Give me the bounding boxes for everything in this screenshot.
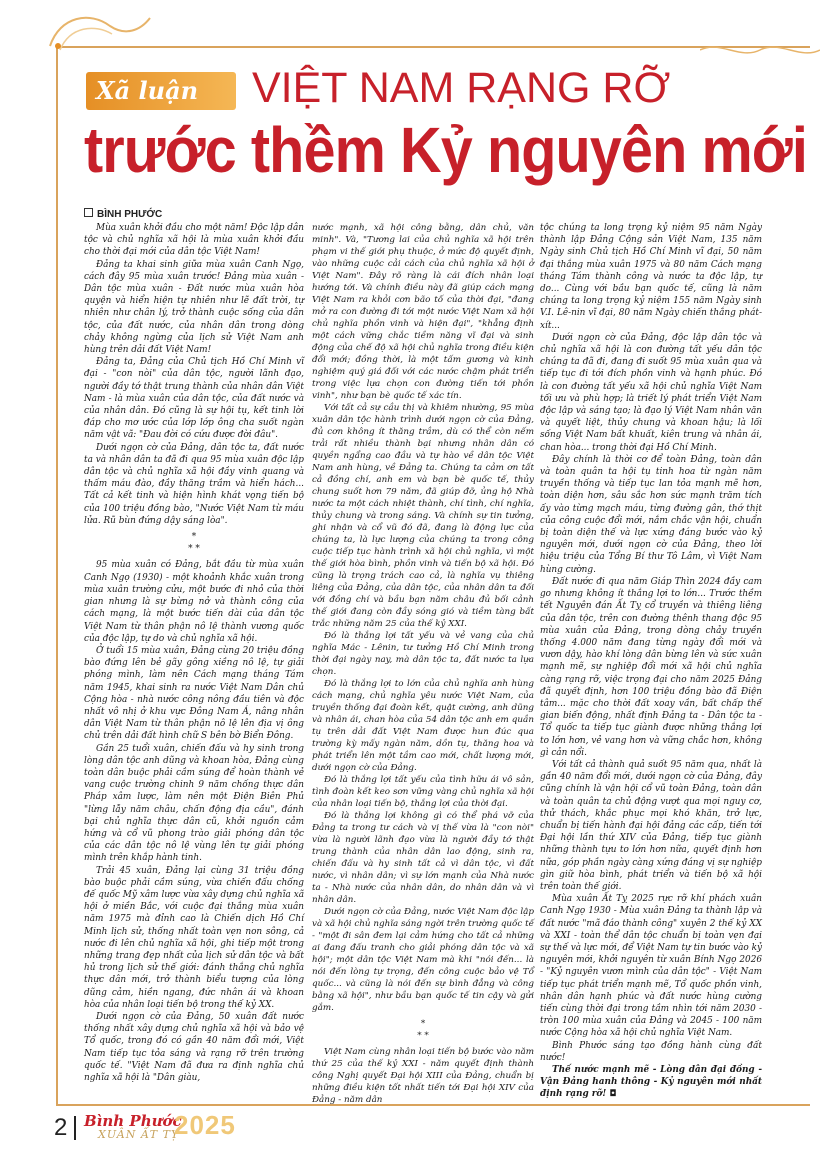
square-bullet-icon — [84, 208, 93, 217]
paragraph: Mùa xuân khởi đầu cho một năm! Độc lập dân tộc và chủ nghĩa xã hội là mùa xuân khởi đầu cho thời đại mới của dân tộc Việt Nam! — [84, 223, 304, 258]
paragraph: Đảng ta khai sinh giữa mùa xuân Canh Ngọ, cách đây 95 mùa xuân trước! Đảng mùa xuân - Dân tộc mùa xuân - Đất nước mùa xuân hòa quyện và hiển hiện tự nhiên như lẽ đất trời, tự nhiên như chân lý, trở thành cuộc sống của dân tộc, của đất nước, của nhân dân trong dòng chảy không ngừng của lịch sử Việt Nam anh hùng trên dải đất Việt Nam! — [84, 259, 304, 356]
top-right-ornament — [700, 38, 820, 62]
paragraph: Dưới ngọn cờ của Đảng, dân tộc ta, đất nước ta và nhân dân ta đã đi qua 95 mùa xuân độc lập dân tộc và chủ nghĩa xã hội đầy vinh quang và thấm máu đào, đầy thăng trầm và hiển hách... Tất cả kết tinh và hiện hình khát vọng tiến bộ của 100 triệu đồng bào, "Nước Việt Nam từ máu lửa. Rũ bùn đứng dậy sáng lòa". — [84, 442, 304, 526]
article-column-2 — [312, 222, 534, 1112]
section-divider: * * * — [188, 532, 200, 555]
page-number: 2 — [54, 1114, 68, 1141]
paragraph: Đây chính là thời cơ để toàn Đảng, toàn dân và toàn quân ta hội tụ tinh hoa từ ngàn năm truyền thống và tiếp tục lan tỏa mạnh mẽ hơn, toàn diện hơn, sâu sắc hơn sức mạnh trăm tích ấy vào từng mạch máu, từng đường gân, thớ thịt của công cuộc đổi mới, nắm chắc vận hội, chuẩn bị toàn diện thế và lực xứng đáng bước vào kỷ nguyên mới, dưới ngọn cờ của Đảng, theo lời hiệu triệu của Tổng Bí thư Tô Lâm, vì Việt Nam hùng cường. — [540, 454, 762, 575]
author-byline — [84, 208, 162, 220]
closing-slogan: Thế nước mạnh mẽ - Lòng dân đại đồng - Vận Đảng hanh thông - Kỷ nguyên mới nhất định rạng rỡ! ◘ — [540, 1065, 762, 1100]
paragraph: Với tất cả sự cầu thị và khiêm nhường, 95 mùa xuân dân tộc hành trình dưới ngọn cờ của Đảng, đủ cơn không ít thăng trầm, dù có thể còn nếm trải rất nhiều thành bại nhưng nhân dân có quyền ngẩng cao đầu và tự hào về dân tộc Việt Nam anh hùng, về Đảng ta. Chúng ta cảm ơn tất cả đồng chí, anh em và bạn bè quốc tế, thủy chung suốt hơn 79 năm, đã giúp đỡ, ủng hộ Nhà nước ta một cách nhiệt thành, chí tình, chí nghĩa, thủy chung và trong sáng. Và chính sự tin tưởng, ghi nhận và cổ vũ đó đã, đang là động lực của chúng ta, là lực lượng của chúng ta trong công cuộc tiếp tục hành trình xã hội chủ nghĩa, vì một thế giới hòa bình, phồn vinh và tiến bộ xã hội. Đó cũng là trọng trách cao cả, là nghĩa vụ thiêng liêng của Đảng, của dân tộc, của nhân dân ta đối với đồng chí và bầu bạn năm châu đủ bối cảnh thế giới đang còn đầy sóng gió và tiềm tàng bất trắc những năm 25 của thế kỷ XXI. — [312, 403, 534, 629]
headline-line-1: VIỆT NAM RẠNG RỠ — [252, 64, 671, 112]
paragraph: tộc chúng ta long trọng kỷ niệm 95 năm Ngày thành lập Đảng Cộng sản Việt Nam, 135 năm Ngày sinh Chủ tịch Hồ Chí Minh vĩ đại, 50 năm đại thắng mùa xuân 1975 và 80 năm Cách mạng tháng Tám thành công và nước ta độc lập, tự do... Cùng với bầu bạn quốc tế, cũng là năm chúng ta long trọng kỷ niệm 155 năm Ngày sinh V.I. Lê-nin vĩ đại, 80 năm Ngày chiến thắng phát-xít... — [540, 223, 762, 331]
paragraph: Dưới ngọn cờ của Đảng, 50 xuân đất nước thống nhất xây dựng chủ nghĩa xã hội và bảo vệ Tổ quốc, trong đó có gần 40 năm đổi mới, Việt Nam tiếp tục tỏa sáng và rạng rỡ trên trường quốc tế. "Việt Nam đã đưa ra định nghĩa chủ nghĩa xã hội là "Dân giàu, — [84, 1012, 304, 1084]
paragraph: Ở tuổi 15 mùa xuân, Đảng cùng 20 triệu đồng bào đứng lên bẻ gãy gông xiềng nô lệ, tự giải phóng mình, làm nên Cách mạng tháng Tám năm 1945, khai sinh ra nước Việt Nam Dân chủ Cộng hòa - nhà nước công nông đầu tiên và độc nhất vô nhị ở khu vực Đông Nam Á, nâng nhân dân Việt Nam từ thân phận nô lệ lên địa vị ông chủ trên dải đất hình chữ S bên bờ Biển Đông. — [84, 645, 304, 742]
paragraph: Với tất cả thành quả suốt 95 năm qua, nhất là gần 40 năm đổi mới, dưới ngọn cờ của Đảng, đây cũng chính là vận hội cổ vũ toàn Đảng, toàn dân và toàn quân ta chủ động vượt qua mọi nguy cơ, thử thách, khắc phục mọi khó khăn, trở lực, chuẩn bị tiến hành đại hội đảng các cấp, tiến tới Đại hội lần thứ XIV của Đảng, tiếp tục giành những thành tựu to lớn hơn nữa, quyết định hơn nữa, góp phần ngày càng xứng đáng vị sự nghiệp gìn giữ hòa bình, phát triển và tiến bộ xã hội trên toàn thế giới. — [540, 759, 762, 892]
paragraph: Việt Nam cùng nhân loại tiến bộ bước vào năm thứ 25 của thế kỷ XXI - năm quyết định thành công Nghị quyết Đại hội XIII của Đảng, chuẩn bị những điều kiện tốt nhất tiến tới Đại hội XIV của Đảng - năm dân — [312, 1047, 534, 1105]
paragraph: Mùa xuân Ất Tỵ 2025 rực rỡ khí phách xuân Canh Ngọ 1930 - Mùa xuân Đảng ta thành lập và đất nước "mã đáo thành công" xuyên 2 thế kỷ XX và XXI - toàn thể dân tộc chuẩn bị toàn vẹn đại sự thế và lực mới, để Việt Nam tự tin bước vào kỷ nguyên mới, khởi nguyên từ xuân Bính Ngọ 2026 - "Kỷ nguyên vươn mình của dân tộc" - Việt Nam tiếp tục phát triển mạnh mẽ, Tổ quốc phồn vinh, nhân dân hạnh phúc và đất nước hùng cường tiến cùng thời đại trong tầm nhìn tới năm 2030 - tròn 100 mùa xuân của Đảng và 2045 - 100 năm nước Cộng hòa xã hội chủ nghĩa Việt Nam. — [540, 894, 762, 1039]
paragraph: Đó là thắng lợi không gì có thể phá vỡ của Đảng ta trong tư cách và vị thế vừa là "con nòi" vừa là người lãnh đạo vừa là người đầy tớ thật trung thành của nhân dân lao động, sinh ra, chiến đấu và hy sinh tất cả vì dân tộc, vì đất nước, vì nhân dân; vì sự lớn mạnh của Nhà nước ta - Nhà nước của nhân dân, do nhân dân và vì nhân dân. — [312, 811, 534, 905]
magazine-brand-year: 2025 — [174, 1110, 236, 1140]
section-tag — [86, 72, 236, 110]
magazine-brand-name: Bình Phước — [84, 1112, 182, 1130]
paragraph: Gần 25 tuổi xuân, chiến đấu và hy sinh trong lòng dân tộc anh dũng và khoan hòa, Đảng cùng toàn dân buộc phải cầm súng để hoàn thành vẻ vang cuộc trường chinh 9 năm chống thực dân Pháp xâm lược, làm nên một Điện Biên Phủ "lừng lẫy năm châu, chấn động địa cầu", đánh bại chủ nghĩa thực dân cũ, khởi nguồn cảm hứng và cổ vũ phong trào giải phóng dân tộc của các dân tộc nô lệ vùng lên tự giải phóng mình trên khắp hành tinh. — [84, 743, 304, 864]
magazine-brand-subtitle: XUÂN ẤT TỴ — [98, 1128, 180, 1141]
paragraph: Đó là thắng lợi tất yếu và vẻ vang của chủ nghĩa Mác - Lênin, tư tưởng Hồ Chí Minh trong thời đại ngày nay, mà dân tộc ta, đất nước ta lựa chọn. — [312, 631, 534, 677]
paragraph: Bình Phước sáng tạo đồng hành cùng đất nước! — [540, 1040, 762, 1063]
corner-swirl-ornament — [40, 6, 160, 56]
paragraph: Đất nước đi qua năm Giáp Thìn 2024 đầy cam go nhưng không ít thắng lợi to lớn... Trước thềm tết Nguyên đán Ất Tỵ cổ truyền và thiêng liêng của dân tộc, trên con đường thênh thang độc 95 mùa xuân của Đảng, trong dòng chảy truyền thống 4.000 năm đang từng ngày đổi mới và vươn dậy, hào khí lòng dân bừng lên và sức xuân mạnh mẽ, sự nghiệp đổi mới xã hội chủ nghĩa càng rạng rỡ, việc trọng đại cho năm 2025 Đảng đã quyết định, hơn 100 triệu đồng bào đã Điện tâm... mặc cho thời đất xoay vần, bất chấp thế gian biến động, nhất định Đảng ta - Dân tộc ta - Tổ quốc ta tiếp tục giành được những thắng lợi to lớn hơn, vẻ vang hơn và vững chắc hơn, không gì cản nổi. — [540, 576, 762, 758]
paragraph: Dưới ngọn cờ của Đảng, nước Việt Nam độc lập và xã hội chủ nghĩa sáng ngời trên trường quốc tế - "một đi sân đem lại cảm hứng cho tất cả những ai đang đấu tranh cho giải phóng dân tộc và xã hội"; một dân tộc Việt Nam mà khi "nói đến... là nói đến lòng tự trọng, đến công cuộc bảo vệ Tổ quốc... và cũng là nói đến sự bình đẳng và công bằng xã hội", như bầu bạn quốc tế tin cậy và gửi gắm. — [312, 907, 534, 1013]
headline-line-2: trước thềm Kỷ nguyên mới — [84, 114, 807, 186]
article-column-1 — [84, 222, 304, 1112]
paragraph: Đó là thắng lợi to lớn của chủ nghĩa anh hùng cách mạng, chủ nghĩa yêu nước Việt Nam, của truyền thống đại đoàn kết, quật cường, anh dũng và nhân ái, chan hòa của 54 dân tộc anh em quần tụ trên dải đất Việt Nam được hun đúc qua trường kỳ mấy ngàn năm, dồn tụ, thăng hoa và phát triển lên một tầm cao mới, chất lượng mới, dưới ngọn cờ của Đảng. — [312, 679, 534, 773]
footer-divider — [74, 1116, 76, 1140]
paragraph: Trải 45 xuân, Đảng lại cùng 31 triệu đồng bào buộc phải cầm súng, vừa chiến đấu chống đế quốc Mỹ xâm lược vừa xây dựng chủ nghĩa xã hội ở miền Bắc, với cuộc đại thắng mùa xuân năm 1975 mà đỉnh cao là Chiến dịch Hồ Chí Minh lịch sử, thống nhất toàn vẹn non sông, cả nước đi lên chủ nghĩa xã hội, ghi tiếp một trong những trang đẹp nhất của lịch sử dân tộc và bất hủ trong lịch sử thế giới: đánh thắng chủ nghĩa thực dân mới, trở thành biểu tượng của lòng dũng cảm, hiền ngang, đức nhân ái và khoan hòa của nhân loại tiến bộ trong thế kỷ XX. — [84, 865, 304, 1010]
paragraph: Dưới ngọn cờ của Đảng, độc lập dân tộc và chủ nghĩa xã hội là con đường tất yếu dân tộc chúng ta đã đi, đang đi suốt 95 mùa xuân qua và tiếp tục đi tới đích phồn vinh và hạnh phúc. Đó là con đường tất yếu xã hội chủ nghĩa Việt Nam tối ưu và phù hợp; là triết lý phát triển Việt Nam độc lập và sáng tạo; là đạo lý Việt Nam nhân văn và quyết liệt, thủy chung và khoan hậu; là lối sống Việt Nam bất khuất, kiên trung và nhân ái, chan hòa... trong thời đại Hồ Chí Minh. — [540, 332, 762, 453]
paragraph: Đảng ta, Đảng của Chủ tịch Hồ Chí Minh vĩ đại - "con nòi" của dân tộc, người lãnh đạo, người đầy tớ thật trung thành của nhân dân Việt Nam - là mùa xuân của dân tộc, của đất nước và của nhân dân. Đó cũng là sự hội tụ, kết tinh lời đáp cho mơ ước của lớp lớp ông cha suốt ngàn năm vật vã: "Đau đời có cứu được đời đâu". — [84, 357, 304, 441]
article-column-3 — [540, 222, 762, 1112]
section-divider: * * * — [417, 1019, 429, 1041]
paragraph: 95 mùa xuân có Đảng, bắt đầu từ mùa xuân Canh Ngọ (1930) - một khoảnh khắc xuân trong mùa xuân trường cửu, một bước đi nhỏ của thời gian nhưng là sự bừng nở và thành công của cách mạng, là một bước tiến dài của dân tộc Việt Nam từ thân phận nô lệ thành vương quốc của độc lập, tự do và chủ nghĩa xã hội. — [84, 560, 304, 644]
paragraph: Đó là thắng lợi tất yếu của tình hữu ái vô sản, tình đoàn kết keo sơn vững vàng chủ nghĩa xã hội của nhân loại tiến bộ, thắng lợi của thời đại. — [312, 775, 534, 809]
paragraph: nước mạnh, xã hội công bằng, dân chủ, văn minh". Và, "Tương lai của chủ nghĩa xã hội trên phạm vi thế giới phụ thuộc, ở mức độ quyết định, vào những cuộc cải cách của chủ nghĩa xã hội ở Việt Nam". Đây rõ ràng là cái đích nhân loại hướng tới. Và chính điều này đã giúp cách mạng Việt Nam ra khỏi cơn bão tố của thời đại, "đang mở ra con đường đi tới một nước Việt Nam xã hội chủ nghĩa phồn vinh và hiện đại", "khẳng định một cách vững chắc tiềm năng vĩ đại và sinh động của chế độ xã hội chủ nghĩa trong điều kiện đổi mới; đồng thời, là một tấm gương và kinh nghiệm quý giá đối với các nước chậm phát triển trong việc lựa chọn con đường tiến tới phồn vinh", như bạn bè quốc tế xác tín. — [312, 223, 534, 401]
section-tag-label: Xã luận — [96, 76, 199, 105]
author-name: BÌNH PHƯỚC — [97, 209, 163, 220]
